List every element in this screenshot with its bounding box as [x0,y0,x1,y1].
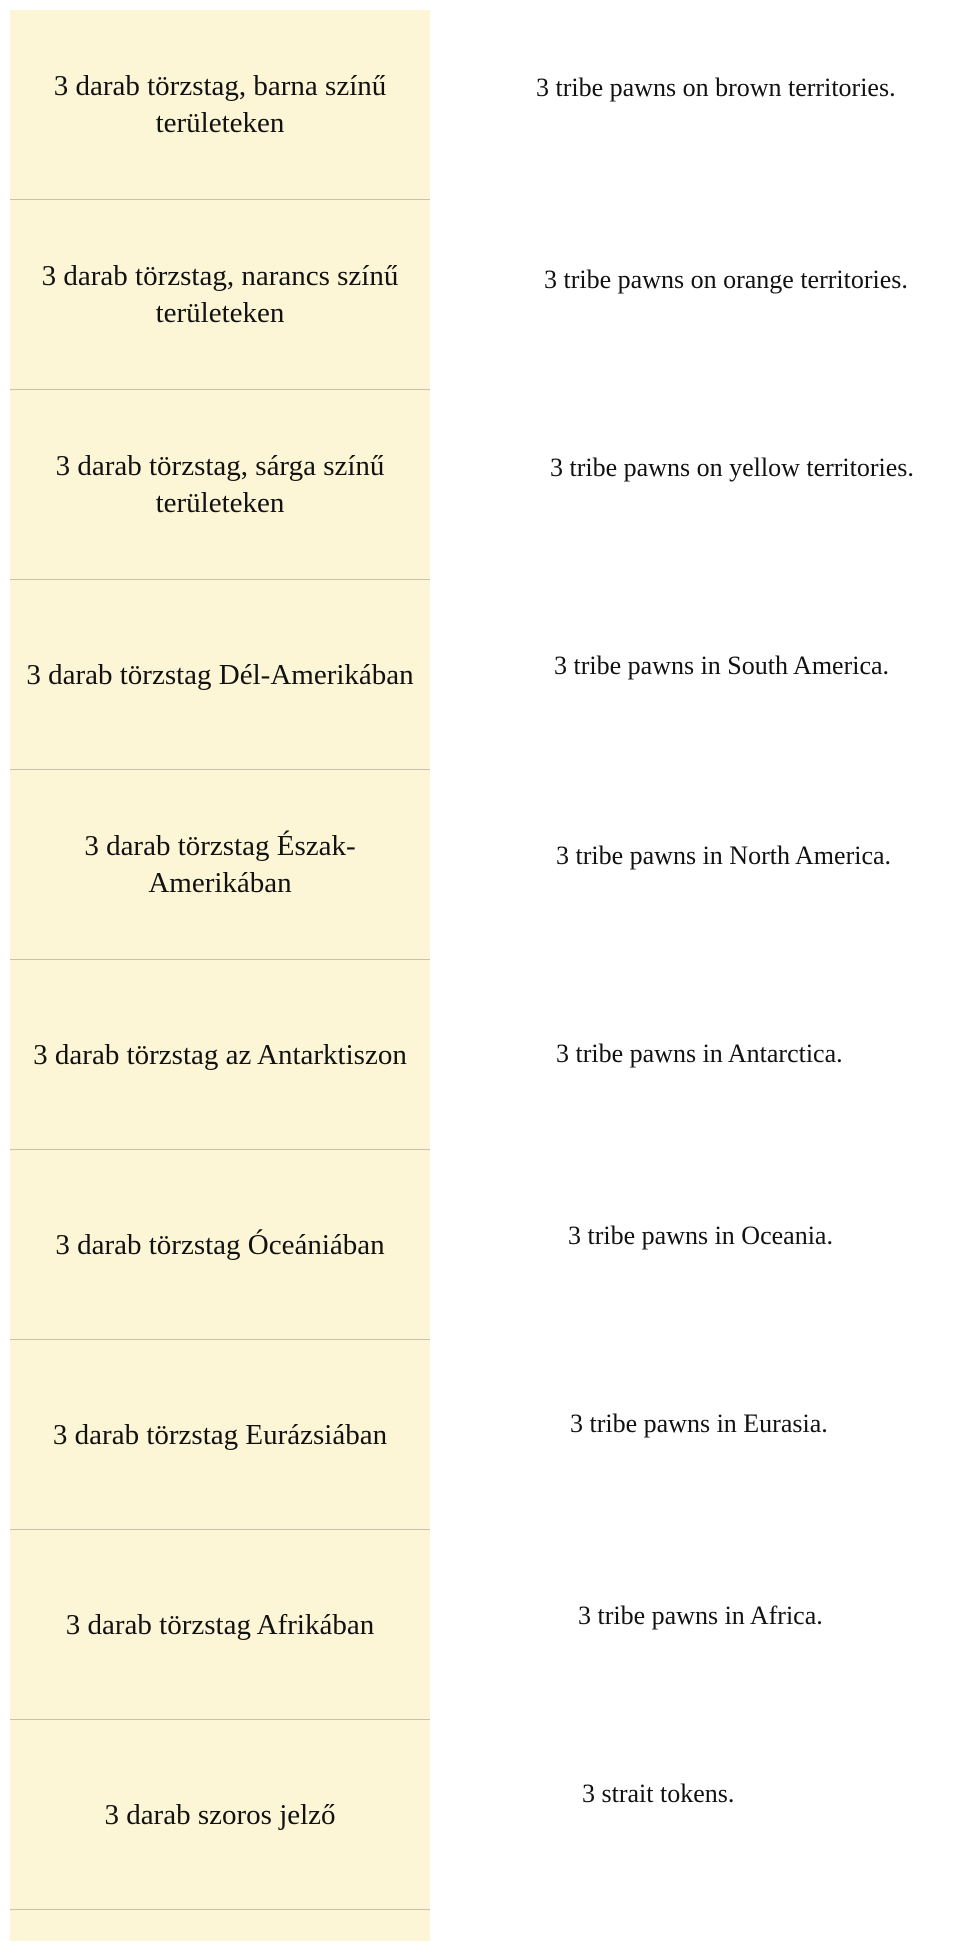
card-list [0,10,960,1910]
card-row [0,200,960,390]
hungarian-label: 3 darab törzstag Dél-Amerikában [26,658,414,691]
hungarian-label: 3 darab szoros jelző [104,1798,336,1831]
english-label: 3 tribe pawns in North America. [556,841,892,870]
row-divider [10,1909,430,1910]
english-label: 3 tribe pawns in Oceania. [568,1221,833,1250]
hungarian-label: 3 darab törzstag, narancs színű területeken [41,260,399,329]
hungarian-label: 3 darab törzstag Észak-Amerikában [84,830,356,899]
english-label: 3 tribe pawns in South America. [554,651,890,680]
card-row [0,960,960,1150]
card-row [0,1340,960,1530]
english-label: 3 tribe pawns in Eurasia. [570,1409,828,1438]
hungarian-label: 3 darab törzstag Óceániában [55,1228,385,1261]
card-row [0,390,960,580]
hungarian-label: 3 darab törzstag Afrikában [65,1608,375,1641]
english-label: 3 strait tokens. [582,1779,735,1808]
english-label: 3 tribe pawns on yellow territories. [550,453,914,482]
card-row [0,770,960,960]
english-label: 3 tribe pawns in Antarctica. [556,1039,843,1068]
hungarian-label: 3 darab törzstag Eurázsiában [52,1418,388,1451]
english-label: 3 tribe pawns on orange territories. [544,265,908,294]
hungarian-label: 3 darab törzstag, sárga színű területeken [55,450,385,519]
card-row [0,10,960,200]
card-row [0,1150,960,1340]
card-row [0,1530,960,1720]
card-row [0,1720,960,1910]
card-row [0,580,960,770]
hungarian-label: 3 darab törzstag az Antarktiszon [33,1038,407,1071]
english-label: 3 tribe pawns in Africa. [578,1601,823,1630]
english-label: 3 tribe pawns on brown territories. [536,73,896,102]
hungarian-label: 3 darab törzstag, barna színű területeken [53,70,387,139]
